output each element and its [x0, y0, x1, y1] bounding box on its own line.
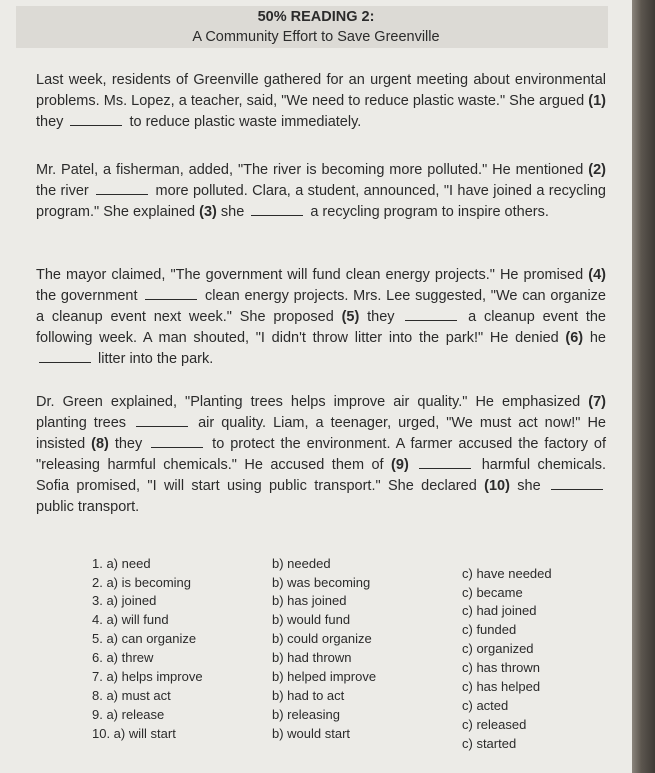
paragraph-4 — [36, 392, 606, 518]
option-row — [0, 650, 632, 675]
option-row — [0, 575, 632, 600]
option-b[interactable]: b) had to act — [272, 688, 345, 703]
text-segment: the government — [36, 288, 143, 304]
text-segment: they — [108, 436, 149, 452]
answer-blank[interactable] — [551, 477, 603, 490]
answer-blank[interactable] — [96, 182, 148, 195]
option-b[interactable]: b) would fund — [272, 612, 351, 627]
question-number: (4) — [588, 267, 606, 283]
text-segment: The mayor claimed, "The government will fund clean energy projects." He promised — [36, 267, 589, 283]
text-segment: public transport. — [36, 499, 140, 515]
option-a[interactable]: 1. a) need — [92, 556, 151, 571]
option-c[interactable]: c) has helped — [462, 679, 541, 694]
answer-blank[interactable] — [251, 203, 303, 216]
text-segment: Dr. Green explained, "Planting trees helps improve air quality." He emphasized — [36, 394, 589, 410]
question-number: (7) — [588, 394, 606, 410]
option-c[interactable]: c) became — [462, 585, 523, 600]
option-c[interactable]: c) has thrown — [462, 660, 541, 675]
text-segment: planting trees — [36, 415, 134, 431]
question-number: (6) — [565, 330, 584, 346]
text-segment: more polluted. Clara, a student, announced, "I have joined a recycling program." She explained — [36, 183, 606, 220]
text-segment: they — [359, 309, 403, 325]
option-a[interactable]: 3. a) joined — [92, 593, 157, 608]
option-a[interactable]: 2. a) is becoming — [92, 575, 191, 590]
option-a[interactable]: 4. a) will fund — [92, 612, 169, 627]
text-segment: litter into the park. — [94, 351, 214, 367]
option-a[interactable]: 7. a) helps improve — [92, 669, 203, 684]
option-c[interactable]: c) acted — [462, 698, 509, 713]
question-number: (1) — [588, 93, 606, 109]
option-row — [0, 707, 632, 732]
paragraph-3 — [36, 265, 606, 370]
option-a[interactable]: 6. a) threw — [92, 650, 154, 665]
option-c[interactable]: c) started — [462, 736, 517, 751]
text-segment: Mr. Patel, a fisherman, added, "The river is becoming more polluted." He mentioned — [36, 162, 589, 178]
text-segment — [409, 457, 416, 473]
answer-blank[interactable] — [405, 308, 457, 321]
question-number: (9) — [391, 457, 409, 473]
option-b[interactable]: b) helped improve — [272, 669, 377, 684]
text-segment: a recycling program to inspire others. — [306, 204, 549, 220]
option-c[interactable]: c) released — [462, 717, 527, 732]
page-edge — [632, 0, 655, 773]
option-row — [0, 612, 632, 637]
reading-title: A Community Effort to Save Greenville — [192, 29, 440, 45]
text-segment: they — [36, 114, 68, 130]
text-segment: she — [509, 478, 548, 494]
answer-blank[interactable] — [39, 350, 91, 363]
option-b[interactable]: b) has joined — [272, 593, 347, 608]
option-a[interactable]: 10. a) will start — [92, 726, 176, 741]
section-header: 50% READING 2: — [257, 9, 375, 25]
option-b[interactable]: b) releasing — [272, 707, 340, 722]
option-c[interactable]: c) had joined — [462, 603, 537, 618]
option-row — [0, 631, 632, 656]
question-number: (3) — [199, 204, 217, 220]
option-b[interactable]: b) would start — [272, 726, 351, 741]
option-row — [0, 726, 632, 751]
paragraph-2 — [36, 160, 606, 223]
option-c[interactable]: c) funded — [462, 622, 517, 637]
option-row — [0, 556, 632, 581]
option-row — [0, 669, 632, 694]
option-b[interactable]: b) could organize — [272, 631, 372, 646]
option-row — [0, 688, 632, 713]
text-segment: clean energy projects. Mrs. Lee suggested, "We can organize a cleanup event next week." She proposed — [36, 288, 606, 325]
paragraph-1 — [36, 70, 606, 133]
answer-blank[interactable] — [70, 113, 122, 126]
text-segment: to protect the environment. A farmer accused the factory of "releasing harmful chemicals." He accused them of — [36, 436, 607, 473]
text-segment: the river — [36, 183, 94, 199]
question-number: (2) — [588, 162, 606, 178]
option-c[interactable]: c) have needed — [462, 566, 552, 581]
option-b[interactable]: b) needed — [272, 556, 331, 571]
text-segment: she — [216, 204, 249, 220]
text-segment: air quality. Liam, a teenager, urged, "We must act now!" He insisted — [36, 415, 606, 452]
option-a[interactable]: 8. a) must act — [92, 688, 171, 703]
answer-blank[interactable] — [136, 414, 188, 427]
question-number: (8) — [91, 436, 109, 452]
text-segment: he — [583, 330, 606, 346]
text-segment: to reduce plastic waste immediately. — [125, 114, 362, 130]
answer-blank[interactable] — [151, 435, 203, 448]
option-b[interactable]: b) had thrown — [272, 650, 352, 665]
option-a[interactable]: 9. a) release — [92, 707, 165, 722]
option-row — [0, 593, 632, 618]
question-number: (5) — [341, 309, 360, 325]
option-b[interactable]: b) was becoming — [272, 575, 371, 590]
text-segment: harmful chemicals. Sofia promised, "I will start using public transport." She declared — [36, 457, 607, 494]
question-number: (10) — [484, 478, 510, 494]
answer-blank[interactable] — [419, 456, 471, 469]
text-segment: a cleanup event the following week. A man shouted, "I didn't throw litter into the park!" He denied — [36, 309, 606, 346]
option-c[interactable]: c) organized — [462, 641, 534, 656]
option-a[interactable]: 5. a) can organize — [92, 631, 197, 646]
answer-blank[interactable] — [145, 287, 197, 300]
text-segment: Last week, residents of Greenville gathered for an urgent meeting about environmental problems. Ms. Lopez, a teacher, said, "We need to reduce plastic waste." She argued — [36, 72, 606, 109]
